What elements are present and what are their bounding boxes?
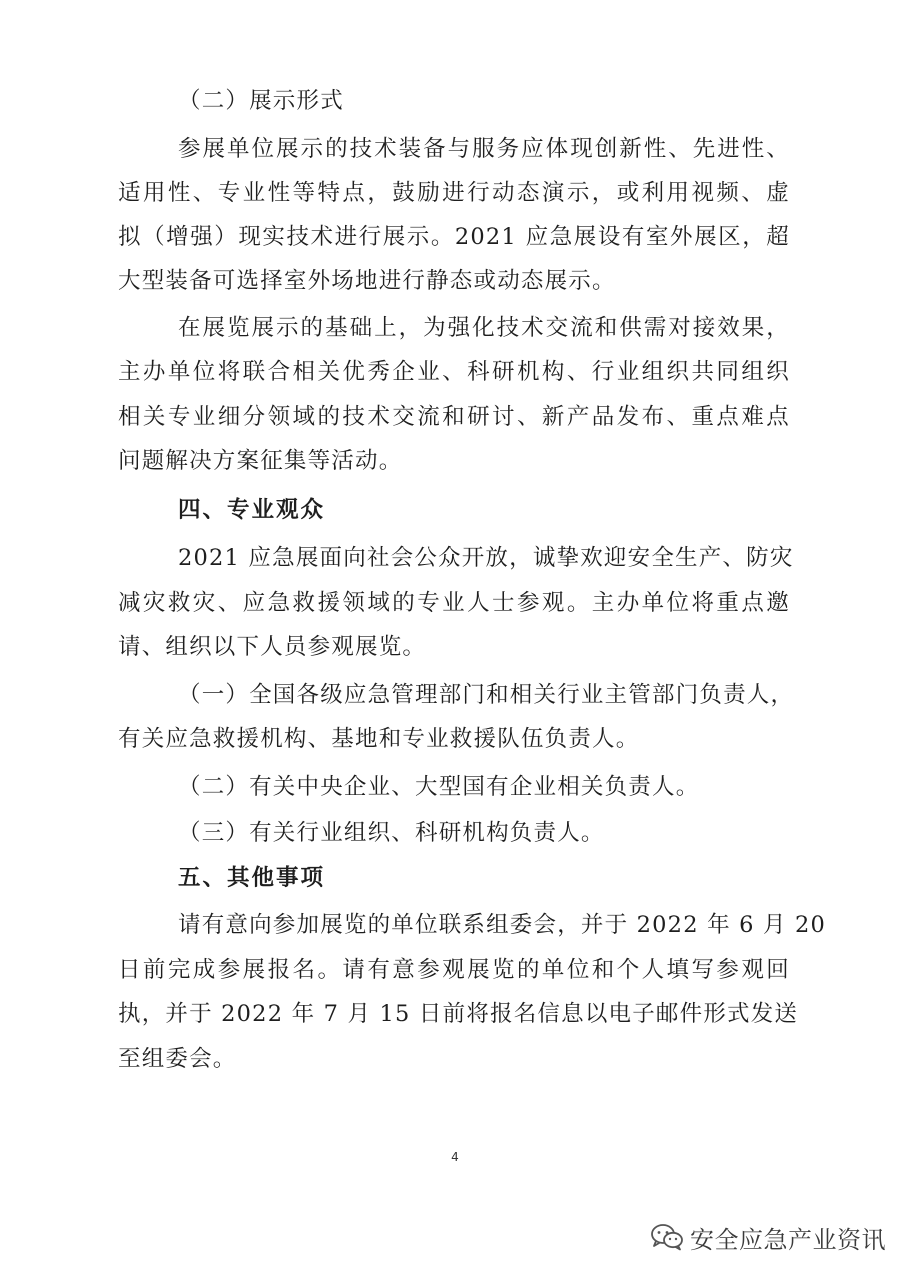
paragraph-line: 请、组织以下人员参观展览。 (118, 634, 427, 660)
paragraph-line: 拟（增强）现实技术进行展示。2021 应急展设有室外展区，超 (118, 224, 790, 250)
paragraph-line: 相关专业细分领域的技术交流和研讨、新产品发布、重点难点 (118, 404, 790, 430)
watermark-text: 安全应急产业资讯 (690, 1225, 886, 1254)
paragraph-line: 在展览展示的基础上，为强化技术交流和供需对接效果， (178, 315, 790, 341)
list-item-continuation: 有关应急救援机构、基地和专业救援队伍负责人。 (118, 726, 640, 752)
paragraph-line: 2021 应急展面向社会公众开放，诚挚欢迎安全生产、防灾 (178, 545, 794, 571)
section-heading: 五、其他事项 (178, 865, 326, 891)
wechat-watermark (650, 1219, 886, 1255)
section-heading: 四、专业观众 (178, 497, 326, 523)
paragraph-line: 请有意向参加展览的单位联系组委会，并于 2022 年 6 月 20 (178, 912, 827, 938)
paragraph-line: 大型装备可选择室外场地进行静态或动态展示。 (118, 268, 616, 294)
list-item: （二）有关中央企业、大型国有企业相关负责人。 (178, 774, 700, 800)
subsection-heading: （二）展示形式 (178, 88, 344, 114)
list-item: （一）全国各级应急管理部门和相关行业主管部门负责人， (178, 682, 795, 708)
paragraph-line: 减灾救灾、应急救援领域的专业人士参观。主办单位将重点邀 (118, 590, 790, 616)
paragraph-line: 适用性、专业性等特点，鼓励进行动态演示，或利用视频、虚 (118, 180, 790, 206)
wechat-icon (650, 1223, 684, 1251)
paragraph-line: 执，并于 2022 年 7 月 15 日前将报名信息以电子邮件形式发送 (118, 1001, 799, 1027)
paragraph-line: 日前完成参展报名。请有意参观展览的单位和个人填写参观回 (118, 957, 790, 983)
list-item: （三）有关行业组织、科研机构负责人。 (178, 820, 605, 846)
paragraph-line: 至组委会。 (118, 1046, 237, 1072)
page-number: 4 (451, 1150, 459, 1164)
paragraph-line: 问题解决方案征集等活动。 (118, 448, 403, 474)
paragraph-line: 参展单位展示的技术装备与服务应体现创新性、先进性、 (178, 136, 790, 162)
paragraph-line: 主办单位将联合相关优秀企业、科研机构、行业组织共同组织 (118, 359, 790, 385)
